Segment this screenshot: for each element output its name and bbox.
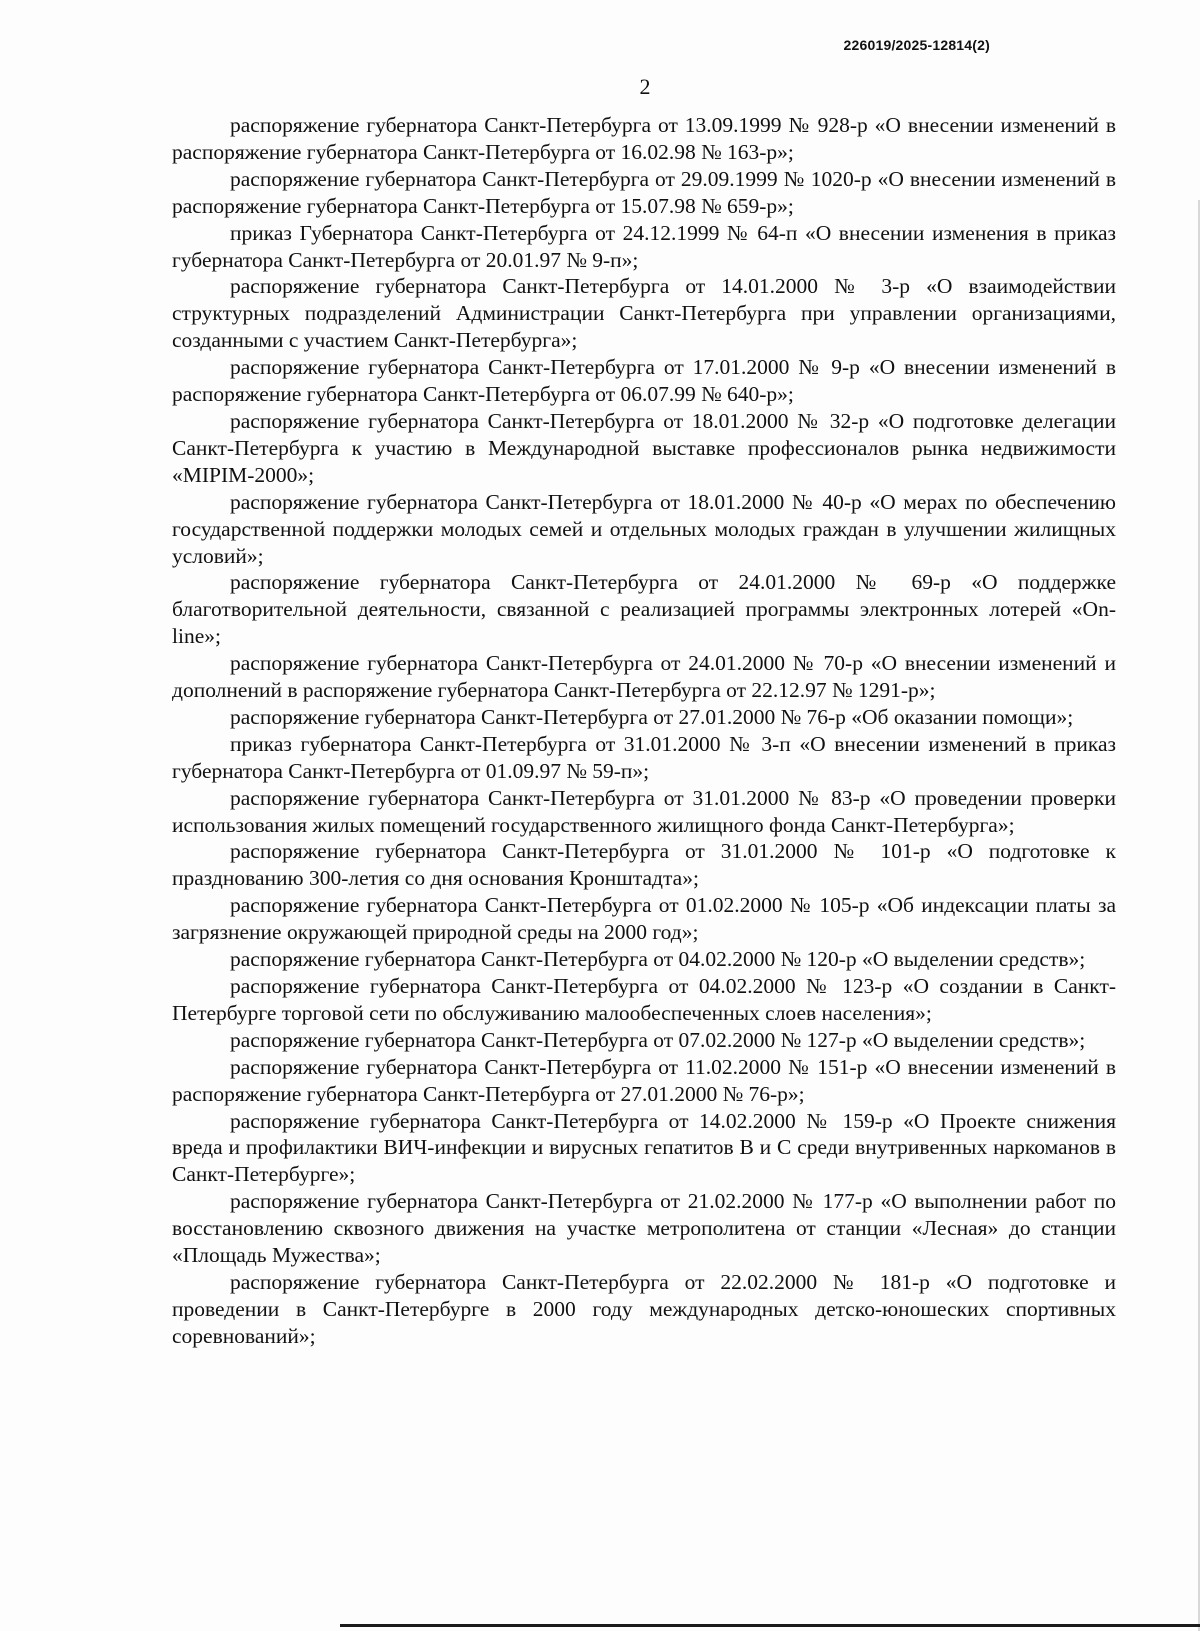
list-item: распоряжение губернатора Санкт-Петербурга от 24.01.2000 № 70-р «О внесении изменений и дополнений в распоряжение губернатора Санкт-Петербурга от 22.12.97 № 1291-р»;: [172, 651, 1116, 703]
list-item: распоряжение губернатора Санкт-Петербурга от 21.02.2000 № 177-р «О выполнении работ по восстановлению сквозного движения на участке метрополитена от станции «Лесная» до станции «Площадь Мужества»;: [172, 1189, 1116, 1268]
scan-bottom-edge: [340, 1624, 1200, 1627]
list-item: распоряжение губернатора Санкт-Петербурга от 01.02.2000 № 105-р «Об индексации платы за загрязнение окружающей природной среды на 2000 год»;: [172, 893, 1116, 945]
list-item: распоряжение губернатора Санкт-Петербурга от 04.02.2000 № 120-р «О выделении средств»;: [230, 947, 1086, 972]
document-registration-number: 226019/2025-12814(2): [843, 37, 990, 53]
list-item: распоряжение губернатора Санкт-Петербурга от 07.02.2000 № 127-р «О выделении средств»;: [230, 1027, 1086, 1052]
list-item: распоряжение губернатора Санкт-Петербурга от 17.01.2000 № 9-р «О внесении изменений в распоряжение губернатора Санкт-Петербурга от 06.07.99 № 640-р»;: [172, 355, 1116, 407]
list-item: распоряжение губернатора Санкт-Петербурга от 29.09.1999 № 1020-р «О внесении изменений в распоряжение губернатора Санкт-Петербурга от 15.07.98 № 659-р»;: [172, 166, 1116, 218]
document-body: [172, 112, 1116, 1350]
list-item: распоряжение губернатора Санкт-Петербурга от 13.09.1999 № 928-р «О внесении изменений в распоряжение губернатора Санкт-Петербурга от 16.02.98 № 163-р»;: [172, 113, 1116, 164]
list-item: распоряжение губернатора Санкт-Петербурга от 31.01.2000 № 101-р «О подготовке к празднованию 300-летия со дня основания Кронштадта»;: [172, 839, 1116, 891]
list-item: распоряжение губернатора Санкт-Петербурга от 14.02.2000 № 159-р «О Проекте снижения вреда и профилактики ВИЧ-инфекции и вирусных гепатитов В и С среди внутривенных наркоманов в Санкт-Петербурге»;: [172, 1108, 1116, 1187]
list-item: распоряжение губернатора Санкт-Петербурга от 14.01.2000 № 3-р «О взаимодействии структурных подразделений Администрации Санкт-Петербурга при управлении организациями, созданными с участием Санкт-Петербурга»;: [172, 274, 1116, 353]
page-number: 2: [639, 74, 651, 99]
list-item: распоряжение губернатора Санкт-Петербурга от 31.01.2000 № 83-р «О проведении проверки использования жилых помещений государственного жилищного фонда Санкт-Петербурга»;: [172, 785, 1116, 837]
list-item: приказ губернатора Санкт-Петербурга от 31.01.2000 № 3-п «О внесении изменений в приказ губернатора Санкт-Петербурга от 01.09.97 № 59-п»;: [172, 731, 1116, 783]
list-item: распоряжение губернатора Санкт-Петербурга от 24.01.2000 № 69-р «О поддержке благотворительной деятельности, связанной с реализацией программы электронных лотерей «On-line»;: [172, 570, 1116, 649]
list-item: распоряжение губернатора Санкт-Петербурга от 27.01.2000 № 76-р «Об оказании помощи»;: [230, 704, 1074, 729]
list-item: приказ Губернатора Санкт-Петербурга от 24.12.1999 № 64-п «О внесении изменения в приказ губернатора Санкт-Петербурга от 20.01.97 № 9-п»;: [172, 220, 1116, 272]
list-item: распоряжение губернатора Санкт-Петербурга от 04.02.2000 № 123-р «О создании в Санкт-Петербурге торговой сети по обслуживанию малообеспеченных слоев населения»;: [172, 974, 1116, 1025]
list-item: распоряжение губернатора Санкт-Петербурга от 22.02.2000 № 181-р «О подготовке и проведении в Санкт-Петербурге в 2000 году международных детско-юношеских спортивных соревнований»;: [172, 1269, 1116, 1348]
list-item: распоряжение губернатора Санкт-Петербурга от 18.01.2000 № 40-р «О мерах по обеспечению государственной поддержки молодых семей и отдельных молодых граждан в улучшении жилищных условий»;: [172, 489, 1116, 568]
list-item: распоряжение губернатора Санкт-Петербурга от 11.02.2000 № 151-р «О внесении изменений в распоряжение губернатора Санкт-Петербурга от 27.01.2000 № 76-р»;: [172, 1054, 1116, 1106]
list-item: распоряжение губернатора Санкт-Петербурга от 18.01.2000 № 32-р «О подготовке делегации Санкт-Петербурга к участию в Международной выставке профессионалов рынка недвижимости «MIPIM-2000»;: [172, 408, 1116, 487]
